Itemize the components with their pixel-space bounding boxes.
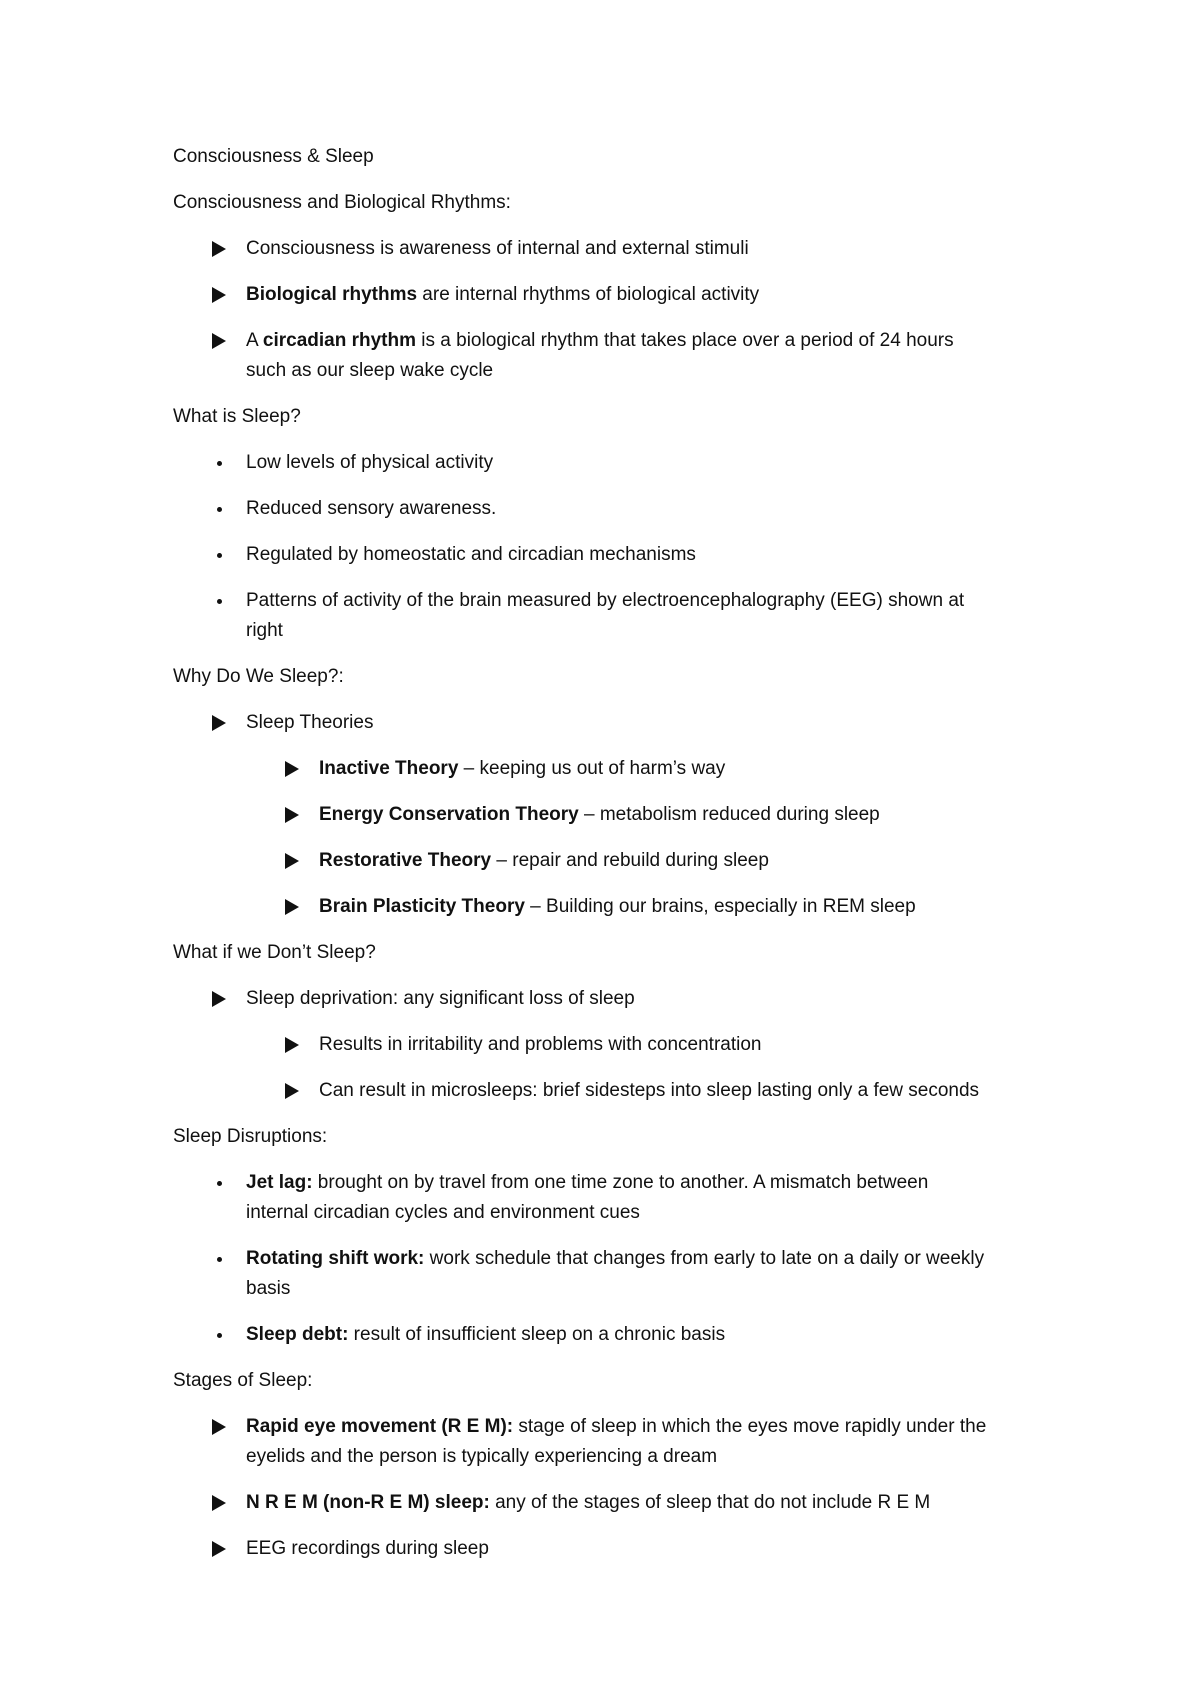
arrow-bullet-icon (282, 846, 312, 876)
term: Rotating shift work: (246, 1248, 425, 1269)
arrow-bullet-icon (282, 800, 312, 830)
definition: stage of sleep in which the eyes move rapidly under the (513, 1416, 987, 1437)
section-heading-stages: Stages of Sleep: (173, 1370, 313, 1391)
arrow-bullet-icon (282, 1030, 312, 1060)
arrow-bullet-icon (209, 984, 239, 1014)
prefix: A (246, 330, 263, 351)
list-item-text: Can result in microsleeps: brief sidesteps into sleep lasting only a few seconds (319, 1080, 980, 1101)
term: Biological rhythms (246, 284, 418, 305)
definition: work schedule that changes from early to late on a daily or weekly (424, 1248, 985, 1269)
list-item-text: Low levels of physical activity (246, 452, 494, 473)
list-item-text (246, 1488, 1046, 1518)
list-item-text (319, 846, 1079, 876)
definition: – repair and rebuild during sleep (491, 850, 769, 871)
term: Rapid eye movement (R E M): (246, 1416, 514, 1437)
list-item-text (246, 1244, 1046, 1304)
list-item-text: Results in irritability and problems with concentration (319, 1034, 762, 1055)
list-item-text: Sleep deprivation: any significant loss of sleep (246, 988, 635, 1009)
dot-bullet-icon (209, 1168, 239, 1198)
page-title: Consciousness & Sleep (173, 146, 374, 167)
list-item-text (246, 280, 1046, 310)
dot-bullet-icon (209, 448, 239, 478)
dot-bullet-icon (209, 1320, 239, 1350)
arrow-bullet-icon (209, 1412, 239, 1442)
term: Jet lag: (246, 1172, 313, 1193)
term: Energy Conservation Theory (319, 804, 579, 825)
definition: – metabolism reduced during sleep (578, 804, 880, 825)
list-item-text: EEG recordings during sleep (246, 1538, 489, 1559)
dot-bullet-icon (209, 586, 239, 616)
definition: brought on by travel from one time zone to another. A mismatch between (312, 1172, 929, 1193)
line-continued: right (246, 620, 283, 641)
definition-continued: internal circadian cycles and environment cues (246, 1202, 640, 1223)
line: Patterns of activity of the brain measured by electroencephalography (EEG) shown at (246, 590, 965, 611)
arrow-bullet-icon (209, 1488, 239, 1518)
list-item-text: Regulated by homeostatic and circadian mechanisms (246, 544, 696, 565)
arrow-bullet-icon (209, 708, 239, 738)
list-item-text (246, 326, 1046, 386)
section-heading-why-sleep: Why Do We Sleep?: (173, 666, 344, 687)
term: circadian rhythm (262, 330, 417, 351)
section-heading-what-is-sleep: What is Sleep? (173, 406, 301, 427)
definition-continued: basis (246, 1278, 291, 1299)
definition: – Building our brains, especially in REM sleep (524, 896, 916, 917)
term: Brain Plasticity Theory (319, 896, 525, 917)
term: N R E M (non-R E M) sleep: (246, 1492, 490, 1513)
term: Restorative Theory (319, 850, 492, 871)
term: Sleep debt: (246, 1324, 349, 1345)
arrow-bullet-icon (282, 1076, 312, 1106)
dot-bullet-icon (209, 540, 239, 570)
definition: are internal rhythms of biological activity (417, 284, 760, 305)
definition: result of insufficient sleep on a chronic basis (348, 1324, 726, 1345)
list-item-text (319, 800, 1079, 830)
dot-bullet-icon (209, 494, 239, 524)
list-item-text (246, 1412, 1046, 1472)
list-item-text (246, 1320, 1046, 1350)
section-heading-rhythms: Consciousness and Biological Rhythms: (173, 192, 511, 213)
list-item-text: Consciousness is awareness of internal and external stimuli (246, 238, 749, 259)
definition: – keeping us out of harm’s way (458, 758, 726, 779)
arrow-bullet-icon (209, 1534, 239, 1564)
section-heading-no-sleep: What if we Don’t Sleep? (173, 942, 376, 963)
arrow-bullet-icon (209, 234, 239, 264)
definition-continued: eyelids and the person is typically experiencing a dream (246, 1446, 718, 1467)
list-item-text (319, 754, 1079, 784)
arrow-bullet-icon (209, 326, 239, 356)
list-item-text (319, 892, 1079, 922)
arrow-bullet-icon (209, 280, 239, 310)
section-heading-disruptions: Sleep Disruptions: (173, 1126, 328, 1147)
dot-bullet-icon (209, 1244, 239, 1274)
list-item-text (246, 1168, 1046, 1228)
definition: any of the stages of sleep that do not include R E M (489, 1492, 931, 1513)
list-item-text: Sleep Theories (246, 712, 374, 733)
definition-continued: such as our sleep wake cycle (246, 360, 494, 381)
arrow-bullet-icon (282, 892, 312, 922)
definition: is a biological rhythm that takes place over a period of 24 hours (416, 330, 954, 351)
term: Inactive Theory (319, 758, 459, 779)
list-item-text: Reduced sensory awareness. (246, 498, 497, 519)
list-item-text (246, 586, 1046, 646)
arrow-bullet-icon (282, 754, 312, 784)
